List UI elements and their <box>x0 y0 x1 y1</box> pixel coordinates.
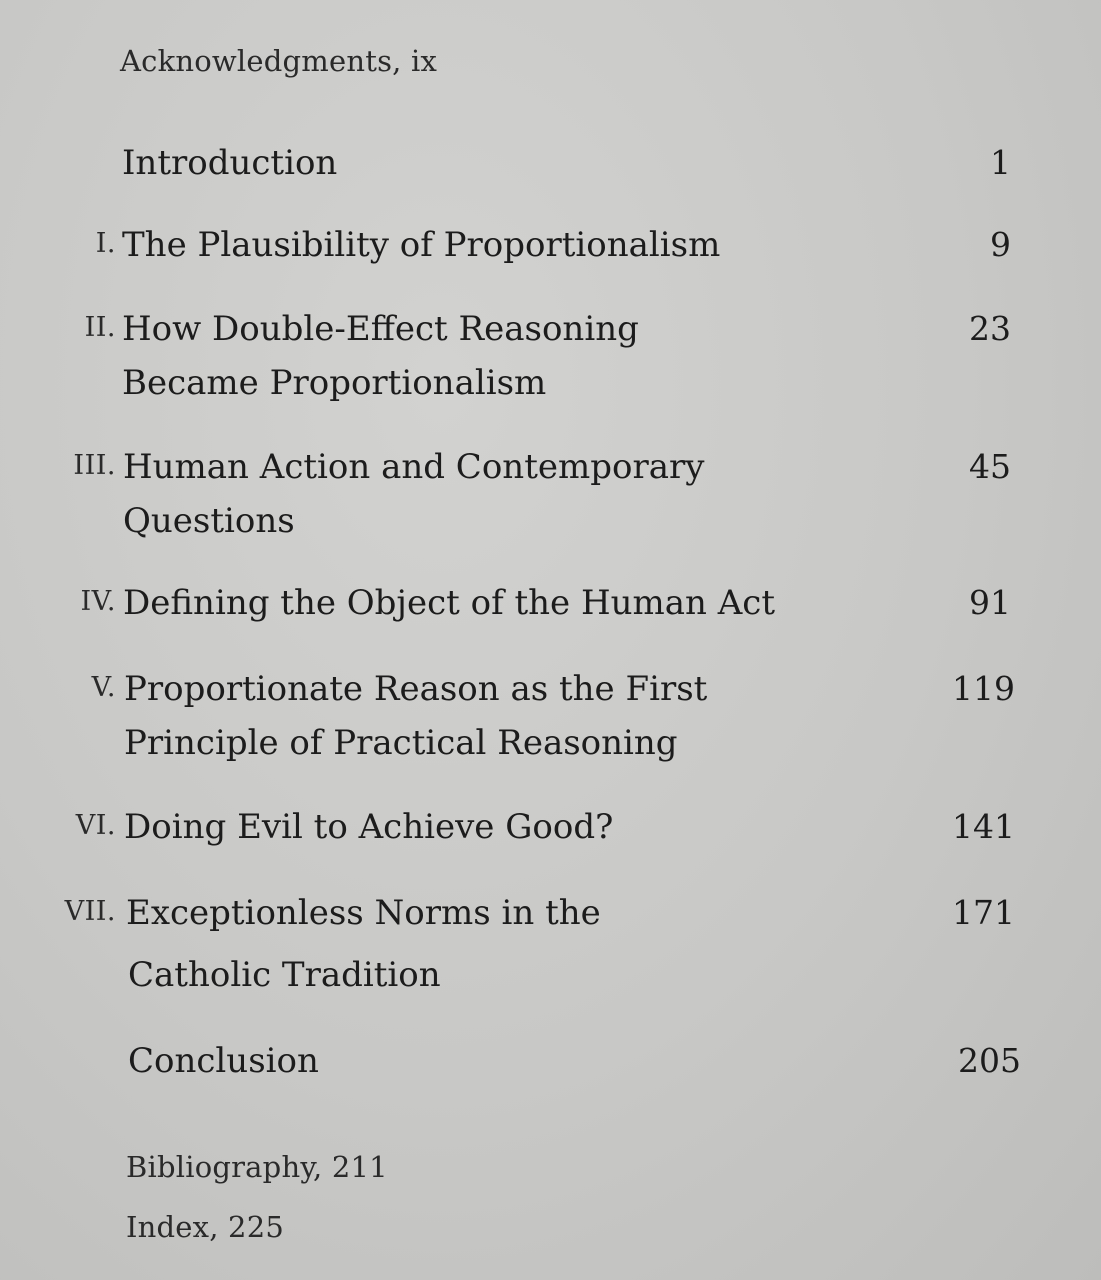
entry-title: Defining the Object of the Human Act <box>123 583 775 623</box>
chapter-numeral: III. <box>73 450 116 481</box>
entry-title-line-2: Principle of Practical Reasoning <box>124 723 678 763</box>
entry-page-number: 119 <box>952 669 1015 708</box>
entry-title-line-1: Exceptionless Norms in the <box>126 893 601 933</box>
entry-page-number: 205 <box>958 1041 1021 1080</box>
entry-page-number: 23 <box>969 309 1011 348</box>
entry-title-line-2: Questions <box>123 501 295 541</box>
entry-title: Conclusion <box>128 1041 319 1081</box>
entry-page-number: 1 <box>990 143 1011 182</box>
entry-title-line-2: Catholic Tradition <box>128 955 441 995</box>
entry-title-line-1: How Double-Effect Reasoning <box>122 309 639 349</box>
entry-title: The Plausibility of Proportionalism <box>122 225 721 265</box>
entry-page-number: 45 <box>969 447 1011 486</box>
entry-title: Introduction <box>122 143 338 183</box>
entry-title: Doing Evil to Achieve Good? <box>124 807 614 847</box>
chapter-numeral: I. <box>95 228 116 259</box>
entry-title-line-1: Proportionate Reason as the First <box>124 669 708 709</box>
chapter-numeral: VI. <box>75 810 116 841</box>
acknowledgments-entry: Acknowledgments, ix <box>120 44 438 78</box>
chapter-numeral: II. <box>84 312 116 343</box>
bibliography-entry: Bibliography, 211 <box>126 1150 388 1184</box>
entry-page-number: 141 <box>952 807 1015 846</box>
chapter-numeral: V. <box>91 672 116 703</box>
entry-page-number: 91 <box>969 583 1011 622</box>
entry-page-number: 171 <box>952 893 1015 932</box>
entry-title-line-1: Human Action and Contemporary <box>123 447 705 487</box>
entry-title-line-2: Became Proportionalism <box>122 363 547 403</box>
chapter-numeral: VII. <box>64 896 116 927</box>
index-entry: Index, 225 <box>126 1210 285 1244</box>
entry-page-number: 9 <box>990 225 1011 264</box>
chapter-numeral: IV. <box>80 586 116 617</box>
